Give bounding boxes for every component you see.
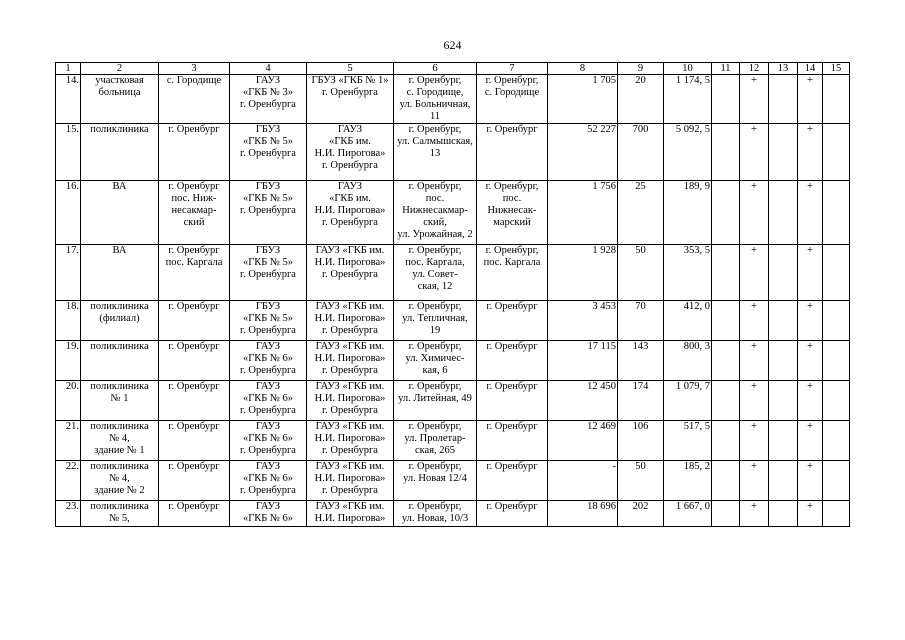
table-row xyxy=(56,501,850,527)
col-14-cell: + xyxy=(798,75,823,124)
col-14-cell: + xyxy=(798,245,823,301)
column-number: 6 xyxy=(394,63,477,75)
address: г. Оренбург, ул. Тепличная, 19 xyxy=(394,301,477,341)
settlement: г. Оренбург xyxy=(159,421,230,461)
row-number: 23. xyxy=(56,501,81,527)
settlement: г. Оренбург xyxy=(159,381,230,421)
population-served: 1 705 xyxy=(548,75,618,124)
row-number: 16. xyxy=(56,181,81,245)
address: г. Оренбург, пос. Каргала, ул. Совет- ская, 12 xyxy=(394,245,477,301)
column-number: 9 xyxy=(618,63,664,75)
visits-per-shift: 70 xyxy=(618,301,664,341)
floor-area: 353, 5 xyxy=(664,245,712,301)
table-row xyxy=(56,381,850,421)
service-area: г. Оренбург xyxy=(477,381,548,421)
facility-type: поликлиника № 1 xyxy=(81,381,159,421)
parent-organization: ГАУЗ «ГКБ № 6» г. Оренбурга xyxy=(230,421,307,461)
settlement: г. Оренбург пос. Ниж- несакмар- ский xyxy=(159,181,230,245)
visits-per-shift: 202 xyxy=(618,501,664,527)
parent-organization: ГАУЗ «ГКБ № 6» г. Оренбурга xyxy=(230,341,307,381)
row-number: 21. xyxy=(56,421,81,461)
service-area: г. Оренбург xyxy=(477,124,548,181)
floor-area: 185, 2 xyxy=(664,461,712,501)
table-row xyxy=(56,75,850,124)
col-11-cell xyxy=(712,381,740,421)
col-14-cell: + xyxy=(798,501,823,527)
visits-per-shift: 20 xyxy=(618,75,664,124)
table-body xyxy=(56,75,850,527)
col-15-cell xyxy=(823,181,850,245)
col-11-cell xyxy=(712,301,740,341)
col-13-cell xyxy=(769,421,798,461)
col-12-cell: + xyxy=(740,341,769,381)
col-11-cell xyxy=(712,245,740,301)
parent-organization: ГБУЗ «ГКБ № 5» г. Оренбурга xyxy=(230,124,307,181)
facility-type: участковая больница xyxy=(81,75,159,124)
facilities-table xyxy=(55,62,850,527)
reorganized-into: ГАУЗ «ГКБ им. Н.И. Пирогова» г. Оренбурга xyxy=(307,461,394,501)
facility-type: поликлиника № 4, здание № 1 xyxy=(81,421,159,461)
col-12-cell: + xyxy=(740,301,769,341)
column-number: 3 xyxy=(159,63,230,75)
reorganized-into: ГАУЗ «ГКБ им. Н.И. Пирогова» г. Оренбурга xyxy=(307,245,394,301)
col-14-cell: + xyxy=(798,341,823,381)
col-13-cell xyxy=(769,341,798,381)
col-15-cell xyxy=(823,301,850,341)
col-12-cell: + xyxy=(740,501,769,527)
service-area: г. Оренбург, пос. Каргала xyxy=(477,245,548,301)
facility-type: поликлиника xyxy=(81,341,159,381)
settlement: г. Оренбург xyxy=(159,301,230,341)
settlement: г. Оренбург xyxy=(159,341,230,381)
visits-per-shift: 50 xyxy=(618,461,664,501)
settlement: г. Оренбург xyxy=(159,501,230,527)
col-14-cell: + xyxy=(798,461,823,501)
col-11-cell xyxy=(712,501,740,527)
floor-area: 800, 3 xyxy=(664,341,712,381)
col-11-cell xyxy=(712,461,740,501)
parent-organization: ГБУЗ «ГКБ № 5» г. Оренбурга xyxy=(230,245,307,301)
reorganized-into: ГАУЗ «ГКБ им. Н.И. Пирогова» г. Оренбурга xyxy=(307,181,394,245)
facility-type: ВА xyxy=(81,245,159,301)
col-11-cell xyxy=(712,421,740,461)
column-number: 8 xyxy=(548,63,618,75)
visits-per-shift: 174 xyxy=(618,381,664,421)
population-served: 1 756 xyxy=(548,181,618,245)
floor-area: 412, 0 xyxy=(664,301,712,341)
facility-type: поликлиника xyxy=(81,124,159,181)
col-14-cell: + xyxy=(798,421,823,461)
address: г. Оренбург, ул. Литейная, 49 xyxy=(394,381,477,421)
col-15-cell xyxy=(823,461,850,501)
reorganized-into: ГАУЗ «ГКБ им. Н.И. Пирогова» г. Оренбурга xyxy=(307,341,394,381)
col-13-cell xyxy=(769,181,798,245)
column-number: 4 xyxy=(230,63,307,75)
column-number: 13 xyxy=(769,63,798,75)
population-served: 1 928 xyxy=(548,245,618,301)
reorganized-into: ГАУЗ «ГКБ им. Н.И. Пирогова» г. Оренбурга xyxy=(307,301,394,341)
floor-area: 1 079, 7 xyxy=(664,381,712,421)
col-14-cell: + xyxy=(798,381,823,421)
col-14-cell: + xyxy=(798,124,823,181)
address: г. Оренбург, пос. Нижнесакмар- ский, ул. Урожайная, 2 xyxy=(394,181,477,245)
table-row xyxy=(56,245,850,301)
col-11-cell xyxy=(712,341,740,381)
visits-per-shift: 50 xyxy=(618,245,664,301)
floor-area: 1 174, 5 xyxy=(664,75,712,124)
col-15-cell xyxy=(823,124,850,181)
col-12-cell: + xyxy=(740,461,769,501)
address: г. Оренбург, ул. Салмышская, 13 xyxy=(394,124,477,181)
column-number: 5 xyxy=(307,63,394,75)
address: г. Оренбург, ул. Новая, 10/3 xyxy=(394,501,477,527)
page-number: 624 xyxy=(443,38,462,52)
table-row xyxy=(56,421,850,461)
col-13-cell xyxy=(769,461,798,501)
floor-area: 5 092, 5 xyxy=(664,124,712,181)
population-served: - xyxy=(548,461,618,501)
column-number: 14 xyxy=(798,63,823,75)
column-number: 7 xyxy=(477,63,548,75)
parent-organization: ГАУЗ «ГКБ № 6» г. Оренбурга xyxy=(230,461,307,501)
row-number: 20. xyxy=(56,381,81,421)
parent-organization: ГБУЗ «ГКБ № 5» г. Оренбурга xyxy=(230,301,307,341)
row-number: 17. xyxy=(56,245,81,301)
parent-organization: ГАУЗ «ГКБ № 3» г. Оренбурга xyxy=(230,75,307,124)
column-number: 10 xyxy=(664,63,712,75)
floor-area: 189, 9 xyxy=(664,181,712,245)
row-number: 22. xyxy=(56,461,81,501)
col-11-cell xyxy=(712,75,740,124)
column-number: 11 xyxy=(712,63,740,75)
visits-per-shift: 106 xyxy=(618,421,664,461)
table-row xyxy=(56,124,850,181)
col-11-cell xyxy=(712,124,740,181)
col-15-cell xyxy=(823,501,850,527)
table-row xyxy=(56,301,850,341)
row-number: 14. xyxy=(56,75,81,124)
service-area: г. Оренбург xyxy=(477,461,548,501)
settlement: г. Оренбург xyxy=(159,461,230,501)
column-number: 1 xyxy=(56,63,81,75)
facility-type: поликлиника № 4, здание № 2 xyxy=(81,461,159,501)
col-14-cell: + xyxy=(798,181,823,245)
parent-organization: ГАУЗ «ГКБ № 6» г. Оренбурга xyxy=(230,381,307,421)
visits-per-shift: 143 xyxy=(618,341,664,381)
service-area: г. Оренбург xyxy=(477,341,548,381)
row-number: 19. xyxy=(56,341,81,381)
settlement: г. Оренбург пос. Каргала xyxy=(159,245,230,301)
col-15-cell xyxy=(823,75,850,124)
col-13-cell xyxy=(769,75,798,124)
facility-type: поликлиника (филиал) xyxy=(81,301,159,341)
population-served: 52 227 xyxy=(548,124,618,181)
address: г. Оренбург, ул. Новая 12/4 xyxy=(394,461,477,501)
population-served: 3 453 xyxy=(548,301,618,341)
col-15-cell xyxy=(823,421,850,461)
col-15-cell xyxy=(823,245,850,301)
reorganized-into: ГАУЗ «ГКБ им. Н.И. Пирогова» г. Оренбурга xyxy=(307,421,394,461)
settlement: с. Городище xyxy=(159,75,230,124)
row-number: 18. xyxy=(56,301,81,341)
population-served: 12 450 xyxy=(548,381,618,421)
column-number: 2 xyxy=(81,63,159,75)
visits-per-shift: 700 xyxy=(618,124,664,181)
settlement: г. Оренбург xyxy=(159,124,230,181)
column-number: 15 xyxy=(823,63,850,75)
col-14-cell: + xyxy=(798,301,823,341)
col-13-cell xyxy=(769,124,798,181)
reorganized-into: ГБУЗ «ГКБ № 1» г. Оренбурга xyxy=(307,75,394,124)
col-12-cell: + xyxy=(740,75,769,124)
table-row xyxy=(56,461,850,501)
col-13-cell xyxy=(769,245,798,301)
col-13-cell xyxy=(769,301,798,341)
facility-type: поликлиника № 5, xyxy=(81,501,159,527)
col-12-cell: + xyxy=(740,245,769,301)
col-12-cell: + xyxy=(740,421,769,461)
col-12-cell: + xyxy=(740,381,769,421)
service-area: г. Оренбург, пос. Нижнесак- марский xyxy=(477,181,548,245)
parent-organization: ГБУЗ «ГКБ № 5» г. Оренбурга xyxy=(230,181,307,245)
population-served: 12 469 xyxy=(548,421,618,461)
col-11-cell xyxy=(712,181,740,245)
reorganized-into: ГАУЗ «ГКБ им. Н.И. Пирогова» г. Оренбурга xyxy=(307,124,394,181)
address: г. Оренбург, ул. Химичес- кая, 6 xyxy=(394,341,477,381)
population-served: 18 696 xyxy=(548,501,618,527)
parent-organization: ГАУЗ «ГКБ № 6» xyxy=(230,501,307,527)
floor-area: 517, 5 xyxy=(664,421,712,461)
floor-area: 1 667, 0 xyxy=(664,501,712,527)
service-area: г. Оренбург xyxy=(477,501,548,527)
service-area: г. Оренбург xyxy=(477,421,548,461)
column-number: 12 xyxy=(740,63,769,75)
reorganized-into: ГАУЗ «ГКБ им. Н.И. Пирогова» г. Оренбурга xyxy=(307,381,394,421)
table-row xyxy=(56,341,850,381)
column-number-row xyxy=(56,63,850,75)
col-13-cell xyxy=(769,501,798,527)
service-area: г. Оренбург xyxy=(477,301,548,341)
facility-type: ВА xyxy=(81,181,159,245)
population-served: 17 115 xyxy=(548,341,618,381)
col-15-cell xyxy=(823,381,850,421)
table-row xyxy=(56,181,850,245)
address: г. Оренбург, с. Городище, ул. Больничная, 11 xyxy=(394,75,477,124)
col-13-cell xyxy=(769,381,798,421)
col-12-cell: + xyxy=(740,124,769,181)
row-number: 15. xyxy=(56,124,81,181)
reorganized-into: ГАУЗ «ГКБ им. Н.И. Пирогова» xyxy=(307,501,394,527)
service-area: г. Оренбург, с. Городище xyxy=(477,75,548,124)
address: г. Оренбург, ул. Пролетар- ская, 265 xyxy=(394,421,477,461)
col-12-cell: + xyxy=(740,181,769,245)
visits-per-shift: 25 xyxy=(618,181,664,245)
col-15-cell xyxy=(823,341,850,381)
